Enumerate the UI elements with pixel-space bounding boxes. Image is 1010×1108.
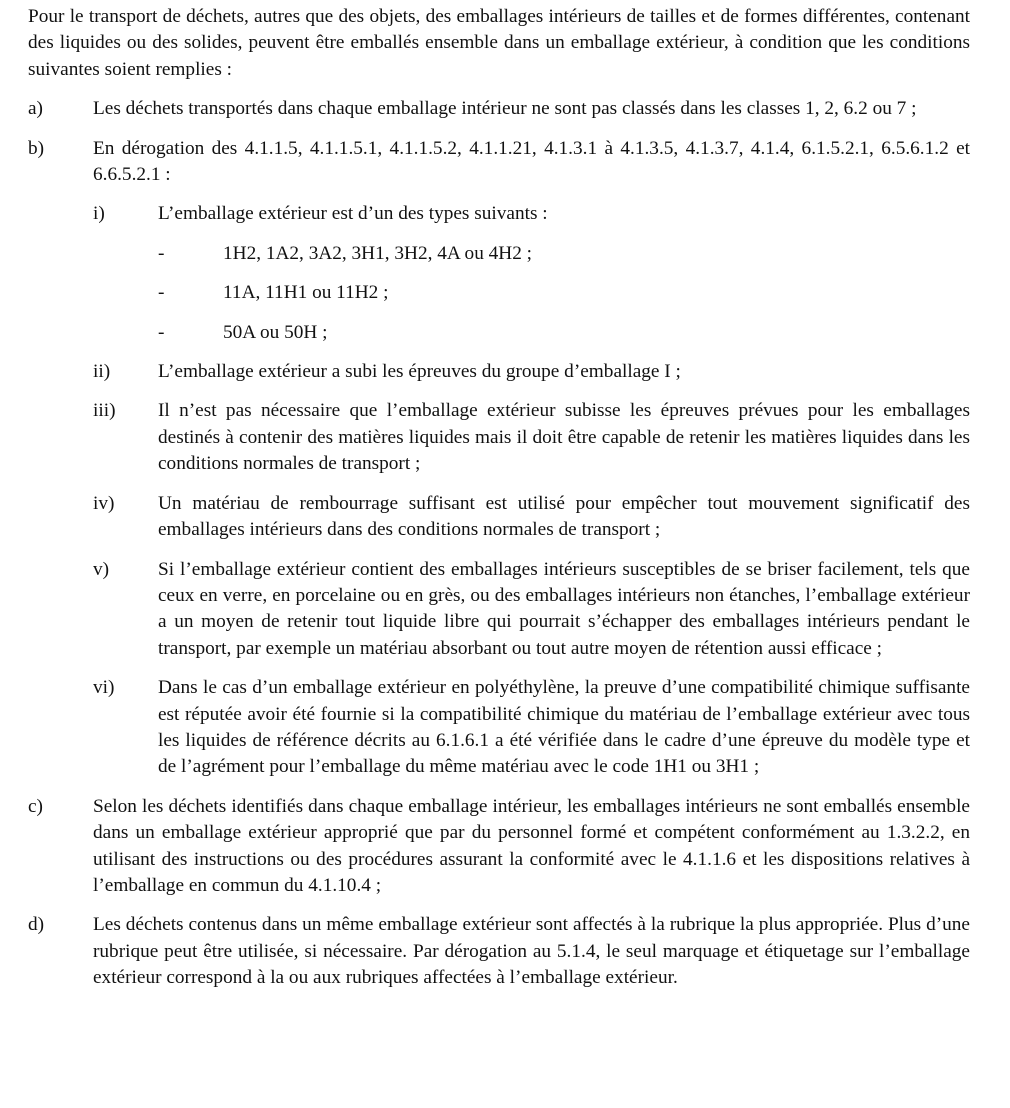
sublist: [93, 201, 970, 780]
subitem-label: vi): [93, 677, 115, 699]
list-item-b: [28, 136, 970, 781]
subitem-label: ii): [93, 361, 111, 383]
dash-label: -: [158, 282, 165, 304]
list-item-text: Les déchets transportés dans chaque emballage intérieur ne sont pas classés dans les classes 1, 2, 6.2 ou 7 ;: [93, 98, 917, 120]
subitem-label: i): [93, 203, 105, 225]
subitem-text: Si l’emballage extérieur contient des emballages intérieurs susceptibles de se briser facilement, tels que ceux en verre, en porcelaine ou en grès, ou des emballages intérieurs non étanches, l’emballage extérieur a un moyen de retenir tout liquide libre qui pourrait s’échapper des emballages intérieurs pendant le transport, par exemple un matériau absorbant ou tout autre moyen de rétention aussi efficace ;: [158, 558, 970, 659]
dash-text: 50A ou 50H ;: [223, 321, 328, 343]
list-item-c: [28, 794, 970, 900]
list-item-text: En dérogation des 4.1.1.5, 4.1.1.5.1, 4.1.1.5.2, 4.1.1.21, 4.1.3.1 à 4.1.3.5, 4.1.3.7, 4.1.4, 6.1.5.2.1, 6.5.6.1.2 et 6.6.5.2.1 :: [93, 137, 970, 186]
subitem-text: L’emballage extérieur est d’un des types suivants :: [158, 203, 548, 225]
list-item-text: Selon les déchets identifiés dans chaque emballage intérieur, les emballages intérieurs ne sont emballés ensemble dans un emballage extérieur approprié que par du personnel formé et compétent conformément au 1.3.2.2, en utilisant des instructions ou des procédures assurant la conformité avec le 4.1.1.6 et les dispositions relatives à l’emballage en commun du 4.1.10.4 ;: [93, 795, 970, 896]
dash-list: [158, 241, 970, 346]
list-item-label: b): [28, 137, 45, 159]
subitem-label: iv): [93, 492, 115, 514]
subitem-text: Il n’est pas nécessaire que l’emballage extérieur subisse les épreuves prévues pour les emballages destinés à contenir des matières liquides mais il doit être capable de retenir les matières liquides dans les conditions normales de transport ;: [158, 400, 970, 475]
subitem-iii: [93, 398, 970, 477]
subitem-text: Un matériau de rembourrage suffisant est utilisé pour empêcher tout mouvement significatif des emballages intérieurs dans des conditions normales de transport ;: [158, 492, 970, 541]
list-item-d: [28, 912, 970, 991]
subitem-iv: [93, 491, 970, 544]
list-item-text: Les déchets contenus dans un même emballage extérieur sont affectés à la rubrique la plus appropriée. Plus d’une rubrique peut être utilisée, si nécessaire. Par dérogation au 5.1.4, le seul marquage et étiquetage sur l’emballage extérieur correspond à la ou aux rubriques affectées à l’emballage extérieur.: [93, 914, 970, 989]
dash-item: [158, 320, 970, 346]
subitem-text: Dans le cas d’un emballage extérieur en polyéthylène, la preuve d’une compatibilité chimique suffisante est réputée avoir été fournie si la compatibilité chimique du matériau de l’emballage extérieur avec tous les liquides de référence décrits au 6.1.6.1 a été vérifiée dans le cadre d’une épreuve du modèle type et de l’agrément pour l’emballage du même matériau avec le code 1H1 ou 3H1 ;: [158, 677, 970, 778]
list-item-a: [28, 96, 970, 122]
subitem-text: L’emballage extérieur a subi les épreuves du groupe d’emballage I ;: [158, 361, 681, 383]
dash-item: [158, 241, 970, 267]
intro-paragraph: Pour le transport de déchets, autres que des objets, des emballages intérieurs de tailles et de formes différentes, contenant des liquides ou des solides, peuvent être emballés ensemble dans un emballage extérieur, à condition que les conditions suivantes soient remplies :: [28, 6, 970, 80]
subitem-vi: [93, 675, 970, 781]
document-body: [28, 4, 970, 992]
dash-text: 11A, 11H1 ou 11H2 ;: [223, 282, 389, 304]
subitem-label: v): [93, 558, 110, 580]
dash-label: -: [158, 321, 165, 343]
subitem-ii: [93, 359, 970, 385]
list-item-label: a): [28, 98, 43, 120]
dash-text: 1H2, 1A2, 3A2, 3H1, 3H2, 4A ou 4H2 ;: [223, 242, 533, 264]
dash-label: -: [158, 242, 165, 264]
subitem-i: [93, 201, 970, 346]
list-item-label: d): [28, 914, 45, 936]
subitem-label: iii): [93, 400, 116, 422]
list-item-label: c): [28, 795, 43, 817]
subitem-v: [93, 557, 970, 663]
dash-item: [158, 280, 970, 306]
